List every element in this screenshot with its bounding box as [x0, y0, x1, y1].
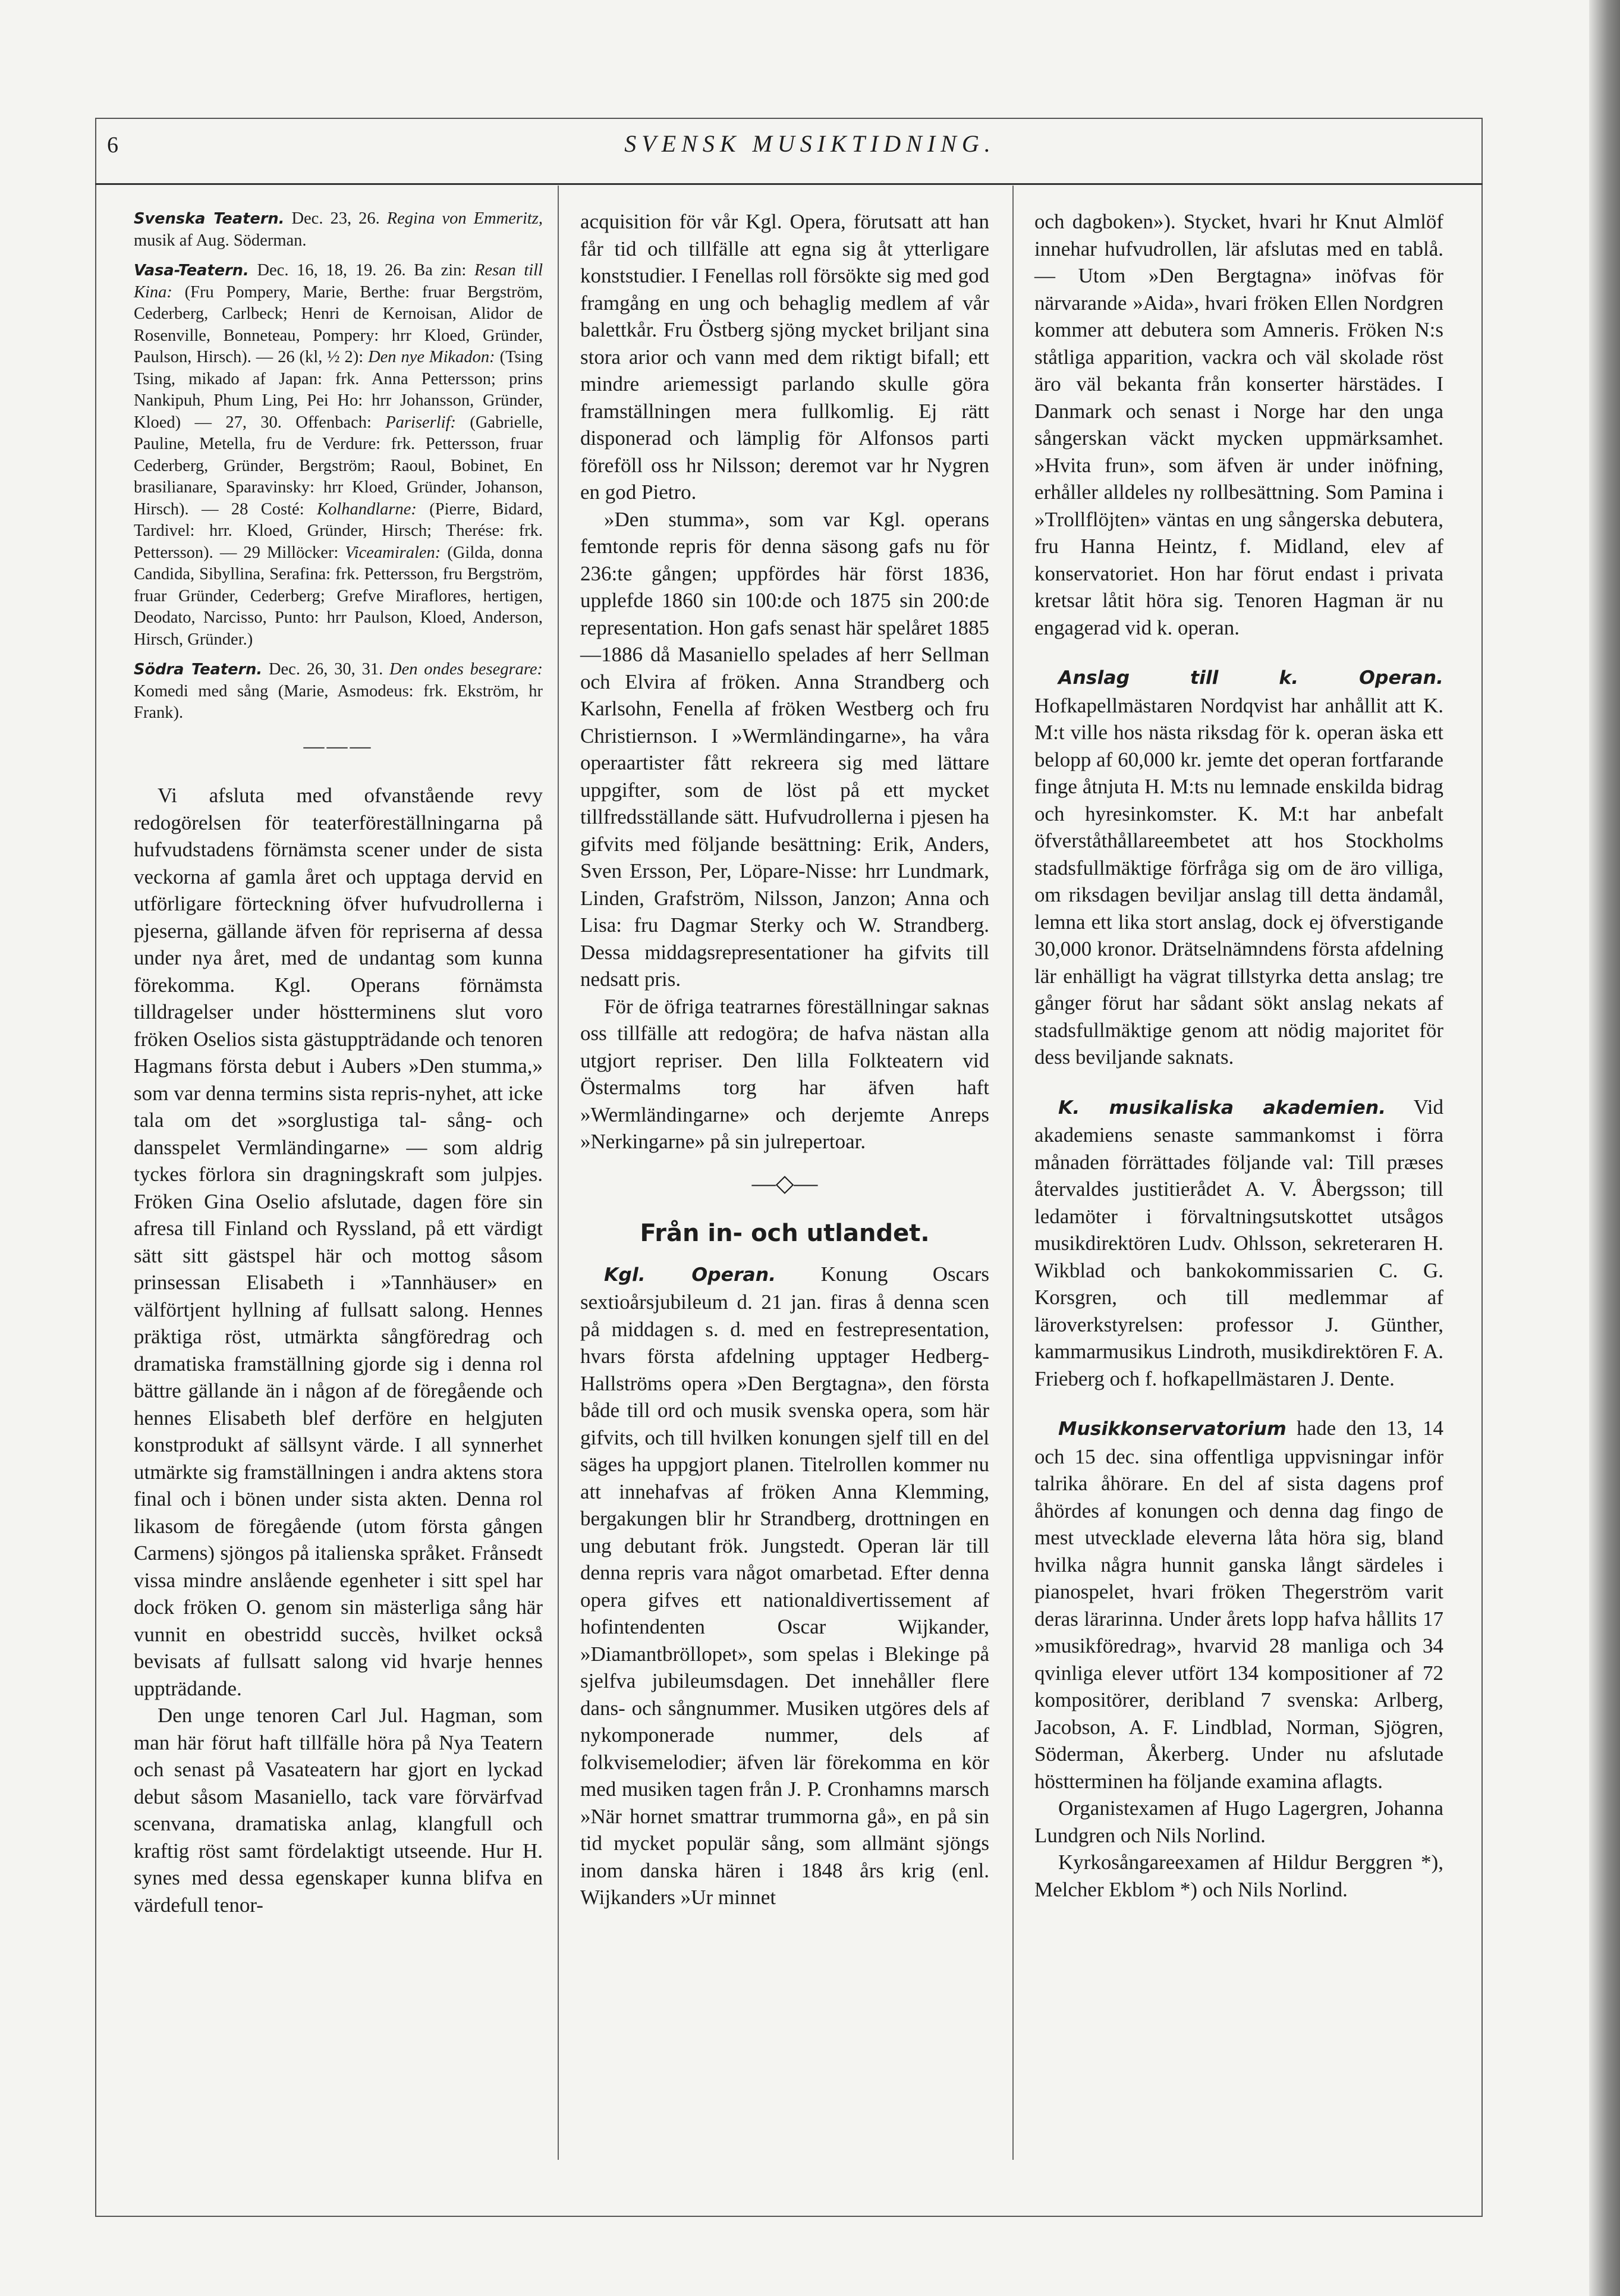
page-number: 6: [107, 133, 118, 158]
listing-title: Den ondes besegrare:: [389, 660, 543, 679]
column-divider: [558, 186, 559, 2160]
news-text: Hofkapellmästaren Nordqvist har anhållit att K. M:t ville hos nästa riksdag för k. operan äska ett belopp af 60,000 kr. jemte det operan fortfarande finge åtnjuta H. M:ts nu lemnade enskilda bidrag och hyresinkomster. K. M:t har anbefalt öfverståthållareembetet att hos Stockholms stadsfullmäktige förfråga sig om de äro villiga, om riksdagen beviljar anslag till detta ändamål, lemna ett lika stort anslag, dock ej öfverstigande 30,000 kronor. Drätselnämndens första afdelning lär enhälligt ha vägrat tillstyrka detta anslag; tre gånger förut har sådant sökt anslag nekats af stadsfullmäktige genom att nödig majoritet för dess beviljande saknats.: [1034, 693, 1443, 1069]
news-item-anslag: [1034, 664, 1443, 1071]
listing-title: Viceamiralen:: [345, 543, 441, 562]
listing-title: Pariserlif:: [385, 413, 457, 432]
news-paragraph: Kyrkosångareexamen af Hildur Berggren *), Melcher Ekblom *) och Nils Norlind.: [1034, 1851, 1443, 1901]
news-heading: K. musikaliska akademien.: [1058, 1097, 1386, 1119]
listing-title: Regina von Emmeritz,: [386, 209, 543, 228]
listing-title: Kolhandlarne:: [317, 500, 417, 519]
listing-heading: Vasa-Teatern.: [134, 262, 249, 279]
listing-vasa-teatern: [134, 260, 543, 651]
review-paragraph: »Den stumma», som var Kgl. operans femtonde repris för denna säsong gafs nu för 236:te gången; uppfördes här först 1836, upplefde 1860 sin 100:de och 1875 sin 200:de representation. Hon gafs senast här spelåret 1885—1886 då Masaniello spelades af herr Sellman och Elvira af fröken. Anna Strandberg och Karlsohn, Fenella af fröken Westberg och fru Christiernson. I »Wermländingarne», ha våra operaartister fått rekreera sig med lättare uppgifter, som de löst på ett mycket tillfredsställande sätt. Hufvudrollerna i pjesen ha gifvits med följande besättning: Erik, Anders, Sven Ersson, Per, Löpare-Nisse: hrr Lundmark, Linden, Grafström, Nilsson, Janzon; Anna och Lisa: fru Dagmar Sterky och W. Strandberg. Dessa middagsrepresentationer ha gifvits till nedsatt pris.: [580, 507, 989, 991]
listing-text: (Tsing Tsing, mikado af Japan: frk. Anna Pettersson; prins Nankipuh, Phum Ling, Pei Ho: hrr Johansson, Gründer, Kloed) — 27, 30. Offenbach:: [134, 348, 543, 432]
review-paragraph: Vi afsluta med ofvanstående revy redogörelsen för teaterföreställningarna på hufvudstadens förnämsta scener under de sista veckorna af gamla året och upptaga dervid en utförligare förteckning öfver hufvudrollerna i pjeserna, gällande äfven för repriserna af dessa under nya året, med de undantag som kunna förekomma. Kgl. Operans förnämsta tilldragelser under höstterminens slut voro fröken Oselios sista gästuppträdande och tenoren Hagmans första debut i Aubers »Den stumma,» som var denna termins sista repris-nyhet, att icke tala om det »sorglustiga tal- sång- och dansspelet Vermländingarne» — som aldrig tyckes förlora sin dragningskraft som julpjes. Fröken Gina Oselio afslutade, dagen före sin afresa till Finland och Ryssland, på ett värdigt sätt sitt gästspel här och mottog såsom prinsessan Elisabeth i »Tannhäuser» en välförtjent hyllning af fullsatt salong. Hennes präktiga röst, utmärkta sångföredrag och dramatiska framställning gjorde sig i denna rol bättre gällande än i någon af de föregående och hennes Elisabeth blef derföre en helgjuten konstprodukt af sällsynt värde. I all synnerhet utmärkte sig framställningen i andra aktens stora final och i bönen under sista akten. Denna rol likasom de föregående (utom första gången Carmens) sjöngos på italienska språket. Frånsedt vissa mindre anslående egenheter i sitt spel har dock fröken O. genom sin mästerliga sång här vunnit en obestridd succès, hvilket också bevisats af fullsatt salong vid hvarje hennes uppträdande.: [134, 784, 543, 1700]
review-paragraph: Den unge tenoren Carl Jul. Hagman, som man här förut haft tillfälle höra på Nya Teatern och senast på Vasateatern har gjort en lyckad debut såsom Masaniello, tack vare förvärfvad scenvana, dramatiska anlag, klangfull och kraftig röst samt fördelaktigt utseende. Hur H. synes med dessa egenskaper kunna blifva en värdefull tenor-: [134, 1704, 543, 1917]
news-heading: Kgl. Operan.: [604, 1264, 776, 1286]
journal-title: SVENSK MUSIKTIDNING.: [624, 130, 996, 157]
news-item-kgl-operan: [580, 1261, 989, 1911]
listing-sodra-teatern: [134, 659, 543, 724]
listing-svenska-teatern: [134, 208, 543, 252]
listing-text: Dec. 23, 26.: [291, 209, 380, 228]
news-heading: Anslag till k. Operan.: [1058, 667, 1443, 689]
review-paragraph: För de öfriga teatrarnes föreställningar saknas oss tillfälle att redogöra; de hafva nästan alla utgjort repriser. Den lilla Folkteatern vid Östermalms torg har äfven haft »Wermländingarne» och derjemte Anreps »Nerkingarne» på sin julrepertoar.: [580, 994, 989, 1153]
listing-text: (Gabrielle, Pauline, Metella, fru de Verdure: frk. Pettersson, fruar Cederberg, Gründer, Bergström; Raoul, Bobinet, En brasilianare, Sparavinsky: hrr Kloed, Gründer, Johanson, Hirsch). — 28 Costé:: [134, 413, 543, 519]
listing-text: (Pierre, Bidard, Tardivel: hrr. Kloed, Gründer, Hirsch; Therése: frk. Pettersson). — 29 Millöcker:: [134, 500, 543, 562]
news-item-akademien: [1034, 1094, 1443, 1393]
listing-text: Dec. 16, 18, 19. 26. Ba zin:: [257, 261, 467, 279]
listing-text: (Gilda, donna Candida, Sibyllina, Serafina: frk. Pettersson, fru Bergström, fruar Gründer, Cederberg; Grefve Miraflores, hertigen, Deodato, Narcisso, Punto: hrr Paulson, Kloed, Anderson, Hirsch, Gründer.): [134, 543, 543, 649]
review-paragraph: acquisition för vår Kgl. Opera, förutsatt att han får tid och tillfälle att egna sig åt ytterligare konststudier. I Fenellas roll försökte sig med god framgång en ung och behaglig medlem af vår balettkår. Fru Östberg sjöng mycket briljant sina stora arior och vann med dem riktigt bifall; ett mindre ariemessigt parlando skulle göra framställningen mera fullkomlig. Ej rätt disponerad och lämplig för Alfonsos parti föreföll oss hr Nilsson; deremot var hr Nygren en god Pietro.: [580, 210, 989, 504]
news-text: Konung Oscars sextioårsjubileum d. 21 jan. firas å denna scen på middagen s. d. med en festrepresentation, hvars första afdelning upptager Hedberg-Hallströms opera »Den Bergtagna», den första både till ord och musik svenska opera, som här gifvits, och till hvilken konungen sjelf till en del säges ha uppgjort planen. Titelrollen kommer nu att innehafvas af fröken Anna Klemming, bergakungen blir hr Strandberg, drottningen en ung debutant frök. Jungstedt. Operan lär till denna repris vara något omarbetad. Efter denna opera gifves ett nationaldivertissement af hofintendenten Oscar Wijkander, »Diamantbröllopet», som spelas i Blekinge på sjelfva jubileumsdagen. Det innehåller flere dans- och sångnummer. Musiken utgöres dels af nykomponerade nummer, dels af folkvisemelodier; äfven lär förekomma en kör med musiken tagen från J. P. Cronhamns marsch »När hornet smattrar trummorna gå», en på sin tid mycket populär sång, som allmänt sjöngs inom danska hären i 1848 års krig (enl. Wijkanders »Ur minnet: [580, 1262, 989, 1909]
column-1: [134, 208, 543, 1918]
listing-heading: Svenska Teatern.: [134, 210, 285, 228]
listing-text: (Fru Pompery, Marie, Berthe: fruar Bergström, Cederberg, Carlbeck; Henri de Kernoisan, Alidor de Rosenville, Bonneteau, Pompery: hrr Kloed, Gründer, Paulson, Hirsch). — 26 (kl, ½ 2):: [134, 282, 543, 366]
listing-title: Resan till Kina:: [134, 261, 543, 301]
news-paragraph: Organistexamen af Hugo Lagergren, Johanna Lundgren och Nils Norlind.: [1034, 1796, 1443, 1847]
news-text: Vid akademiens senaste sammankomst i förra månaden förrättades följande val: Till præses återvaldes justitierådet A. V. Åbergsson; till ledamöter i förvaltningsutskottet utsågos musikdirektören Ludv. Ohlsson, sekreteraren H. Wikblad och bankokommissarien C. G. Korsgren, och till medlemmar af läroverkstyrelsen: professor J. Günther, kammarmusikus Lindroth, musikdirektören F. A. Frieberg och f. hofkapellmästaren J. Dente.: [1034, 1095, 1443, 1390]
news-paragraph: och dagboken»). Stycket, hvari hr Knut Almlöf innehar hufvudrollen, lär afslutas med en tablå. — Utom »Den Bergtagna» inöfvas för närvarande »Aida», hvari fröken Ellen Nordgren kommer att debutera som Amneris. Fröken N:s ståtliga apparition, vackra och väl skolade röst äro väl bekanta från konserter härstädes. I Danmark och senast i Norge har den unga sångerskan väckt mycken uppmärksamhet. »Hvita frun», som äfven är under inöfning, erhåller alldeles ny rollbesättning. Som Pamina i »Trollflöjten» väntas en ung sångerska debutera, fru Hanna Heintz, f. Midland, elev af konservatoriet. Hon har förut endast i privata kretsar låtit höra sig. Tenoren Hagman är nu engagerad vid k. operan.: [1034, 210, 1443, 639]
ornament-divider: —◇—: [751, 1169, 818, 1196]
column-divider: [1012, 186, 1014, 2160]
listing-heading: Södra Teatern.: [134, 661, 263, 679]
listing-title: Den nye Mikadon:: [368, 348, 495, 366]
news-item-konservatorium: [1034, 1415, 1443, 1795]
news-text: hade den 13, 14 och 15 dec. sina offentliga uppvisningar inför talrika åhörare. En del af sista dagens prof åhördes af konungen och denna dag fingo de mest utvecklade eleverna låta höra sig, bland hvilka några hunnit ganska långt särdeles i pianospelet, hvari fröken Thegerström varit deras lärarinna. Under årets lopp hafva hållits 17 »musikföredrag», hvarvid 28 manliga och 34 qvinliga elever utfört 134 kompositioner af 72 kompositörer, deribland 7 svenska: Arlberg, Jacobson, A. F. Lindblad, Norman, Sjögren, Söderman, Åkerberg. Under nu afslutade höstterminen ha följande examina aflagts.: [1034, 1416, 1443, 1793]
theatre-listings: [134, 208, 543, 724]
listing-text: musik af Aug. Söderman.: [134, 231, 307, 250]
news-heading: Musikkonservatorium: [1058, 1418, 1286, 1440]
column-2: [580, 208, 989, 1911]
section-title: Från in- och utlandet.: [640, 1220, 930, 1247]
page-edge-shadow: [1589, 0, 1620, 2296]
listing-text: Komedi med sång (Marie, Asmodeus: frk. Ekström, hr Frank).: [134, 681, 543, 722]
header-rule: [95, 183, 1483, 185]
listing-text: Dec. 26, 30, 31.: [268, 660, 383, 679]
separator-rule: ———: [303, 734, 373, 758]
column-3: [1034, 208, 1443, 1903]
